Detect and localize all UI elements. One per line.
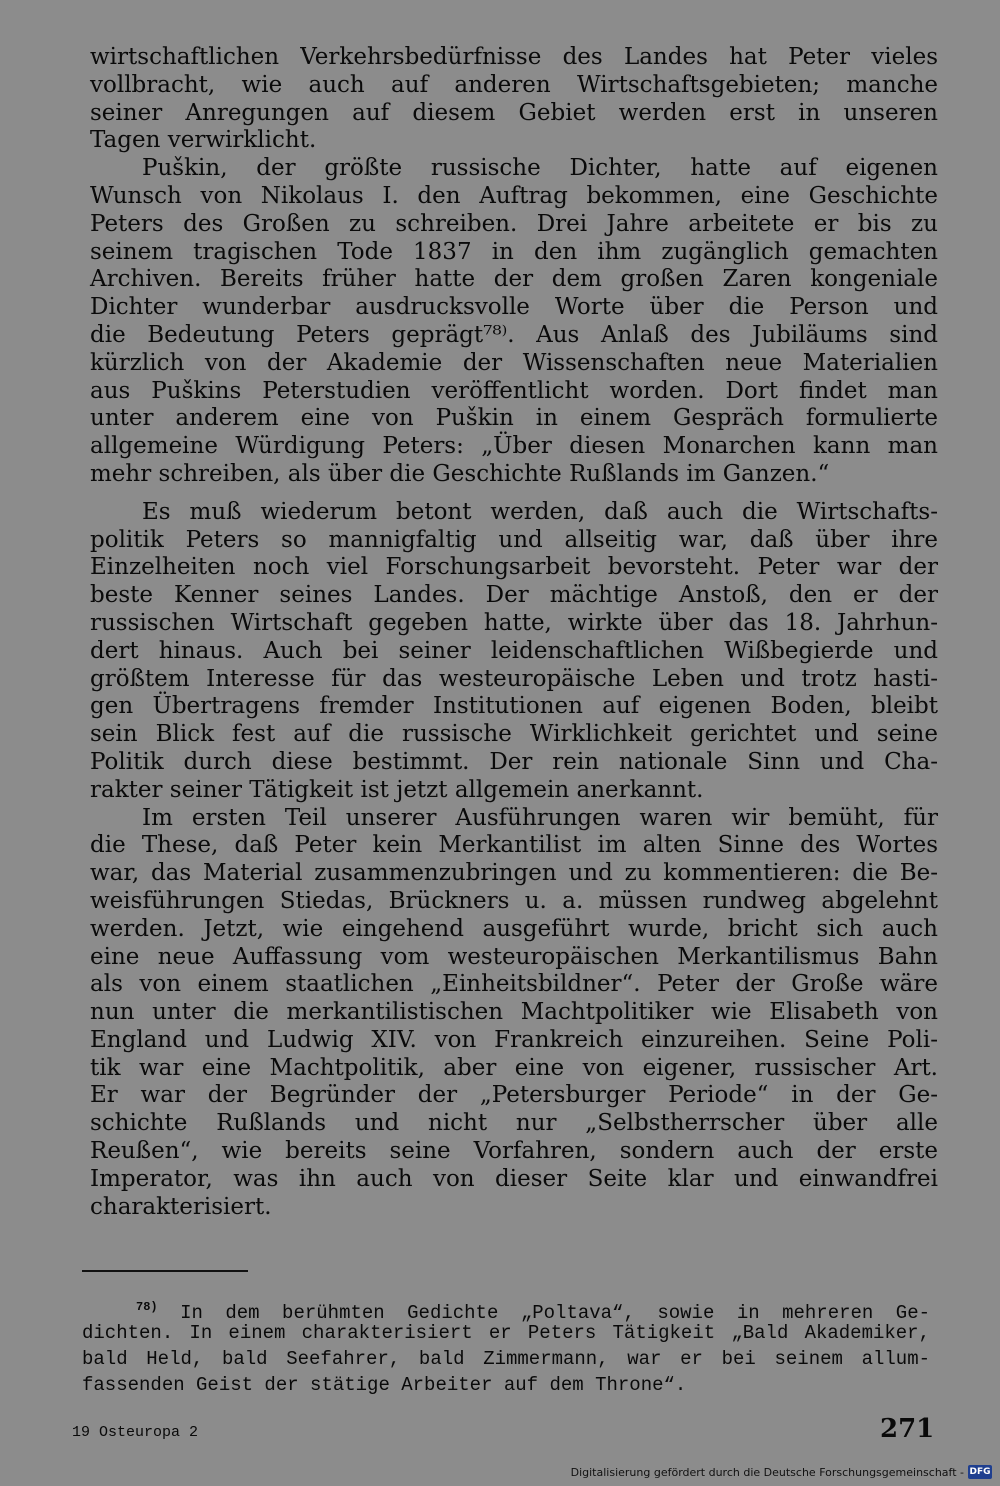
text-line: charakterisiert. — [90, 1193, 272, 1220]
text-line: die These, daß Peter kein Merkantilist im alten Sinne des Wortes — [90, 832, 938, 859]
text-line: aus Puškins Peterstudien veröffentlicht worden. Dort findet man — [90, 377, 938, 404]
text-line: werden. Jetzt, wie eingehend ausgeführt wurde, bricht sich auch — [90, 915, 938, 942]
text-line: war, das Material zusammenzubringen und zu kommentieren: die Be- — [90, 860, 938, 887]
text-line: allgemeine Würdigung Peters: „Über diesen Monarchen kann man — [90, 433, 938, 460]
text-line: weisführungen Stiedas, Brückners u. a. müssen rundweg abgelehnt — [90, 887, 938, 914]
text-line: tik war eine Machtpolitik, aber eine von eigener, russischer Art. — [90, 1054, 938, 1081]
text-line: Politik durch diese bestimmt. Der rein nationale Sinn und Cha- — [90, 748, 938, 775]
text-line: rakter seiner Tätigkeit ist jetzt allgemein anerkannt. — [90, 776, 704, 803]
text-line: als von einem staatlichen „Einheitsbildner“. Peter der Große wäre — [90, 971, 938, 998]
footnote — [82, 1294, 930, 1398]
text-line: Er war der Begründer der „Petersburger Periode“ in der Ge- — [90, 1082, 938, 1109]
text-line: seinem tragischen Tode 1837 in den ihm zugänglich gemachten — [90, 238, 938, 265]
dfg-logo-icon: DFG — [969, 1467, 991, 1477]
text-line: Im ersten Teil unserer Ausführungen waren wir bemüht, für — [142, 804, 938, 831]
text-line: beste Kenner seines Landes. Der mächtige Anstoß, den er der — [90, 582, 938, 609]
text-line: schichte Rußlands und nicht nur „Selbstherrscher über alle — [90, 1110, 938, 1137]
text-line: unter anderem eine von Puškin in einem Gespräch formulierte — [90, 405, 938, 432]
text-line: Peters des Großen zu schreiben. Drei Jahre arbeitete er bis zu — [90, 210, 938, 237]
body-text — [90, 44, 938, 1221]
text-line: England und Ludwig XIV. von Frankreich einzureihen. Seine Poli- — [90, 1026, 938, 1053]
text-line: Reußen“, wie bereits seine Vorfahren, sondern auch der erste — [90, 1138, 938, 1165]
text-line: russischen Wirtschaft gegeben hatte, wirkte über das 18. Jahrhun- — [90, 609, 938, 636]
footnote-line: dichten. In einem charakterisiert er Peters Tätigkeit „Bald Akademiker, — [82, 1322, 930, 1344]
footnote-line: fassenden Geist der stätige Arbeiter auf dem Throne“. — [82, 1374, 687, 1396]
text-line: sein Blick fest auf die russische Wirklichkeit gerichtet und seine — [90, 721, 938, 748]
text-line: dert hinaus. Auch bei seiner leidenschaftlichen Wißbegierde und — [90, 637, 938, 664]
paragraph — [90, 155, 938, 489]
text-line: Tagen verwirklicht. — [90, 127, 317, 154]
text-line: größtem Interesse für das westeuropäische Leben und trotz hasti- — [90, 665, 938, 692]
footnote-line: bald Held, bald Seefahrer, bald Zimmermann, war er bei seinem allum- — [82, 1348, 930, 1370]
paragraph — [90, 805, 938, 1222]
dfg-credit — [571, 1465, 992, 1479]
signature-mark: 19 Osteuropa 2 — [72, 1424, 199, 1441]
text-line: Archiven. Bereits früher hatte der dem großen Zaren kongeniale — [90, 266, 938, 293]
text-line: Puškin, der größte russische Dichter, hatte auf eigenen — [142, 155, 938, 182]
text-line: Es muß wiederum betont werden, daß auch die Wirtschafts- — [142, 498, 938, 525]
text-line: mehr schreiben, als über die Geschichte Rußlands im Ganzen.“ — [90, 460, 830, 487]
text-line: die Bedeutung Peters geprägt⁷⁸⁾. Aus Anlaß des Jubiläums sind — [90, 321, 938, 348]
text-line: Imperator, was ihn auch von dieser Seite klar und einwandfrei — [90, 1165, 938, 1192]
page-number: 271 — [880, 1414, 935, 1444]
text-line: vollbracht, wie auch auf anderen Wirtschaftsgebieten; manche — [90, 71, 938, 98]
text-line: politik Peters so mannigfaltig und allseitig war, daß über ihre — [90, 526, 938, 553]
paragraph-gap — [90, 489, 938, 499]
text-line: wirtschaftlichen Verkehrsbedürfnisse des Landes hat Peter vieles — [90, 44, 938, 70]
text-line: eine neue Auffassung vom westeuropäischen Merkantilismus Bahn — [90, 943, 938, 970]
paragraph — [90, 44, 938, 155]
paragraph — [90, 499, 938, 805]
text-line: Wunsch von Nikolaus I. den Auftrag bekommen, eine Geschichte — [90, 182, 938, 209]
text-line: Einzelheiten noch viel Forschungsarbeit bevorsteht. Peter war der — [90, 554, 938, 581]
text-line: seiner Anregungen auf diesem Gebiet werden erst in unseren — [90, 99, 938, 126]
text-line: Dichter wunderbar ausdrucksvolle Worte über die Person und — [90, 294, 938, 321]
footnote-marker: 78) — [136, 1300, 158, 1314]
text-line: kürzlich von der Akademie der Wissenschaften neue Materialien — [90, 349, 938, 376]
text-line: gen Übertragens fremder Institutionen auf eigenen Boden, bleibt — [90, 693, 938, 720]
footnote-line: $^{78)}$ In dem berühmten Gedichte „Poltava“, sowie in mehreren Ge- — [136, 1300, 930, 1324]
dfg-credit-text: Digitalisierung gefördert durch die Deutsche Forschungsgemeinschaft - — [570, 1465, 964, 1479]
text-line: nun unter die merkantilistischen Machtpolitiker wie Elisabeth von — [90, 999, 938, 1026]
footnote-rule — [82, 1270, 248, 1272]
